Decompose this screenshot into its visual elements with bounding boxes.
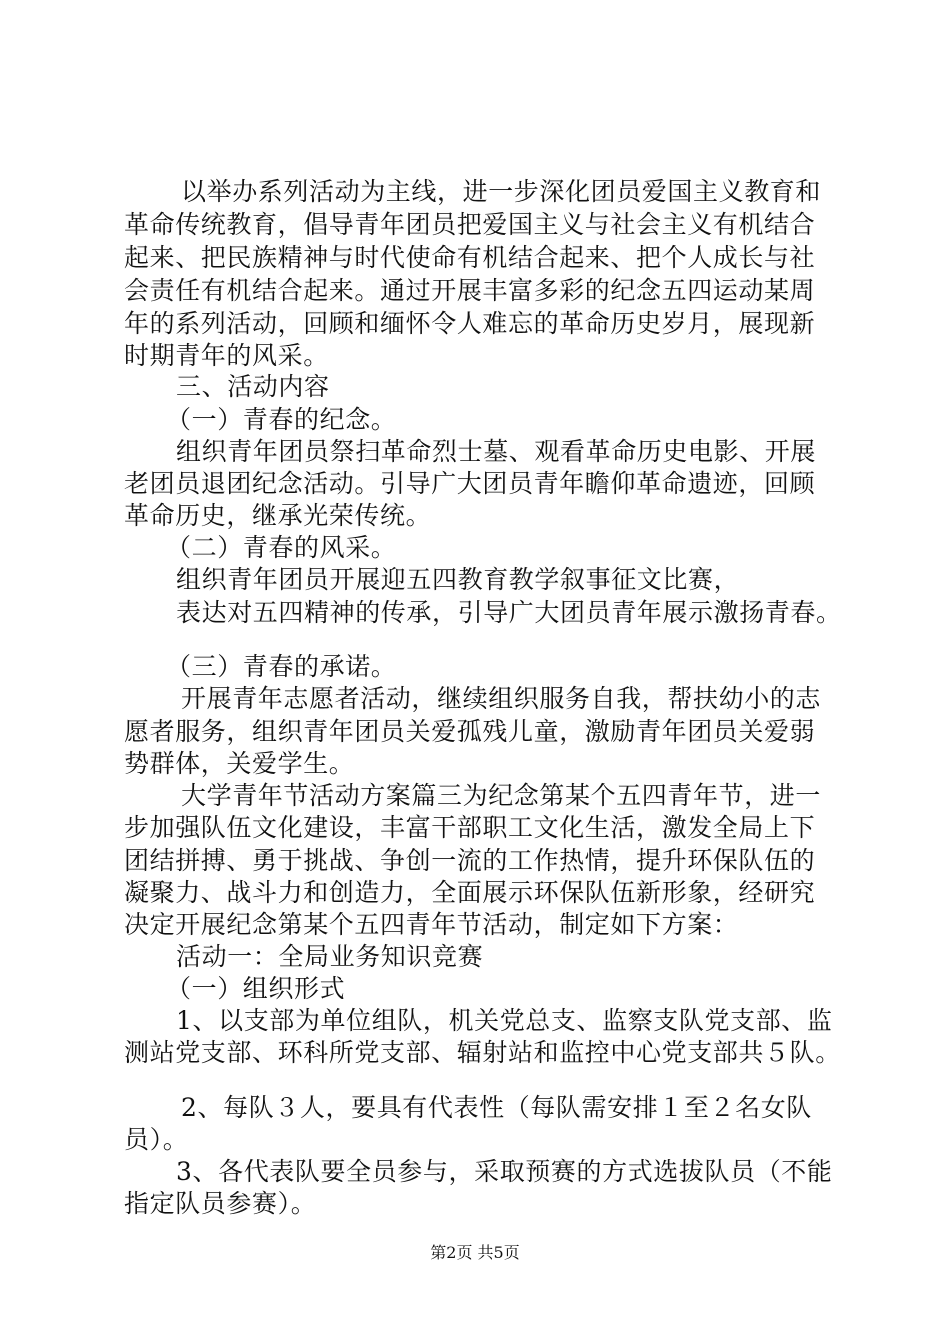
text-line: 起来、把民族精神与时代使命有机结合起来、把个人成长与社	[124, 243, 816, 272]
text-line: 开展青年志愿者活动，继续组织服务自我，帮扶幼小的志	[181, 684, 822, 713]
text-line: 革命历史，继承光荣传统。	[124, 501, 432, 530]
text-line: 指定队员参赛）。	[124, 1189, 317, 1218]
subsection-heading: （二）青春的风采。	[166, 533, 397, 562]
text-line: 愿者服务，组织青年团员关爱孤残儿童，激励青年团员关爱弱	[124, 717, 816, 746]
section-heading: 活动一：全局业务知识竞赛	[176, 942, 484, 971]
text-line: 表达对五四精神的传承，引导广大团员青年展示激扬青春。	[176, 598, 842, 627]
text-line: 时期青年的风采。	[124, 341, 329, 370]
text-line: 员）。	[124, 1125, 189, 1154]
section-heading: 三、活动内容	[176, 372, 330, 401]
text-line: 1、以支部为单位组队，机关党总支、监察支队党支部、监	[176, 1006, 833, 1035]
text-line: 革命传统教育，倡导青年团员把爱国主义与社会主义有机结合	[124, 210, 816, 239]
text-line: 组织青年团员祭扫革命烈士墓、观看革命历史电影、开展	[176, 437, 817, 466]
text-line: 决定开展纪念第某个五四青年节活动，制定如下方案：	[124, 910, 739, 939]
subsection-heading: （三）青春的承诺。	[166, 652, 397, 681]
text-line: 3、各代表队要全员参与，采取预赛的方式选拔队员（不能	[176, 1157, 833, 1186]
text-line: 凝聚力、战斗力和创造力，全面展示环保队伍新形象，经研究	[124, 878, 816, 907]
text-line: 老团员退团纪念活动。引导广大团员青年瞻仰革命遗迹，回顾	[124, 469, 816, 498]
text-line: 2、每队３人，要具有代表性（每队需安排１至２名女队	[181, 1093, 812, 1122]
text-line: 组织青年团员开展迎五四教育教学叙事征文比赛，	[176, 565, 740, 594]
subsection-heading: （一）青春的纪念。	[166, 405, 397, 434]
subsection-heading: （一）组织形式	[166, 974, 346, 1003]
text-line: 大学青年节活动方案篇三为纪念第某个五四青年节，进一	[181, 781, 822, 810]
text-line: 会责任有机结合起来。通过开展丰富多彩的纪念五四运动某周	[124, 276, 816, 305]
text-line: 以举办系列活动为主线，进一步深化团员爱国主义教育和	[181, 177, 822, 206]
page-number-footer: 第2页 共5页	[430, 1243, 520, 1262]
text-line: 年的系列活动，回顾和缅怀令人难忘的革命历史岁月，展现新	[124, 309, 816, 338]
text-line: 测站党支部、环科所党支部、辐射站和监控中心党支部共５队。	[124, 1038, 841, 1067]
text-line: 步加强队伍文化建设，丰富干部职工文化生活，激发全局上下	[124, 813, 816, 842]
text-line: 势群体，关爱学生。	[124, 749, 355, 778]
text-line: 团结拼搏、勇于挑战、争创一流的工作热情，提升环保队伍的	[124, 846, 816, 875]
